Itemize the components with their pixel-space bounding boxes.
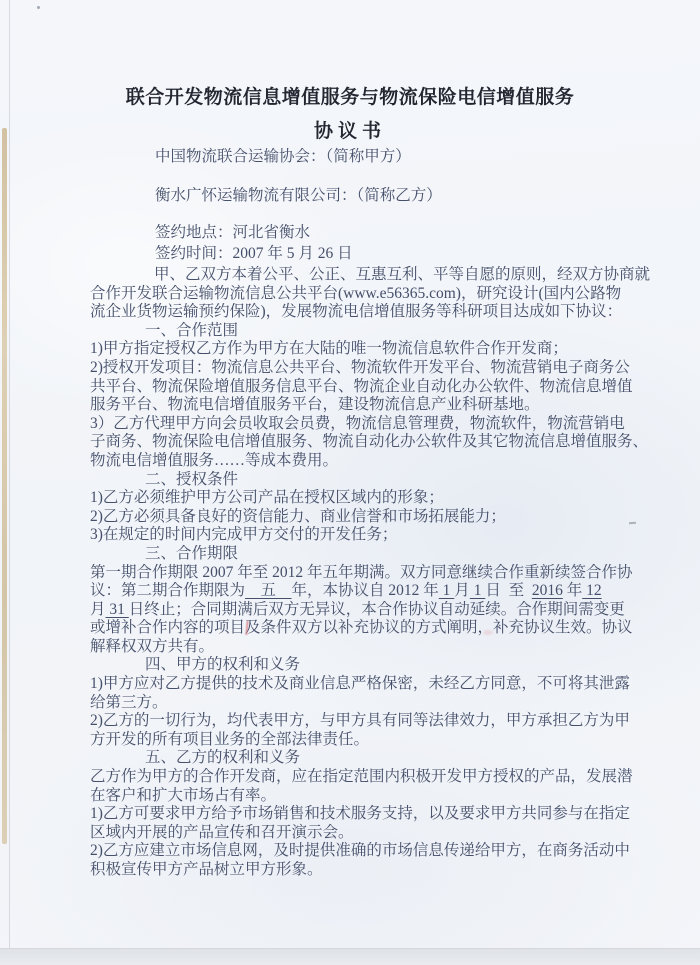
underlined-value: 1 <box>469 582 486 600</box>
line-text: 服务平台、物流电信增值服务平台，建设物流信息产业科研基地。 <box>90 396 540 414</box>
document-line <box>90 471 630 490</box>
line-text: 年，本协议自 2012 年 <box>291 582 439 600</box>
line-text: 在客户和扩大市场占有率。 <box>90 786 277 804</box>
line-text: 2)授权开发项目：物流信息公共平台、物流软件开发平台、物流营销电子商务公 <box>90 358 630 376</box>
line-text: 区域内开展的产品宣传和召开演示会。 <box>90 823 354 841</box>
line-text: 月 <box>454 582 470 600</box>
line-text: 乙方作为甲方的合作开发商，应在指定范围内积极开发甲方授权的产品，发展潜 <box>90 768 633 786</box>
party-a-line: 中国物流联合运输协会：（简称甲方） <box>155 148 411 165</box>
document-line <box>90 396 630 415</box>
line-text: 给第三方。 <box>90 693 168 711</box>
underlined-value: 31 <box>105 600 129 618</box>
document-line <box>90 787 630 806</box>
document-line <box>90 749 630 768</box>
document-line <box>90 712 630 731</box>
line-text: 一、合作范围 <box>145 321 239 339</box>
document-line <box>90 266 651 285</box>
document-line <box>90 489 630 508</box>
line-text: 五、乙方的权利和义务 <box>145 749 301 767</box>
document-title: 联合开发物流信息增值服务与物流保险电信增值服务 <box>125 87 575 108</box>
line-text: 1)乙方必须维护甲方公司产品在授权区域内的形象； <box>90 489 444 507</box>
document-line <box>90 582 630 601</box>
document-line <box>90 731 630 750</box>
document-line <box>90 656 630 675</box>
document-line <box>90 359 630 378</box>
line-text: 共平台、物流保险增值服务信息平台、物流企业自动化办公软件、物流信息增值 <box>90 377 633 395</box>
line-text: 甲、乙双方本着公平、公正、互惠互利、平等自愿的原则，经双方协商就 <box>154 266 651 283</box>
document-line <box>90 842 630 861</box>
party-b-line: 衡水广怀运输物流有限公司：（简称乙方） <box>155 187 442 204</box>
line-text: 三、合作期限 <box>145 544 239 562</box>
document-line <box>90 433 649 452</box>
signing-date-line: 签约时间：2007 年 5 月 26 日 <box>155 245 353 262</box>
document-line <box>90 508 630 527</box>
scan-bottom-edge <box>0 948 700 965</box>
document-line <box>90 377 633 397</box>
document-line <box>90 322 630 341</box>
line-text: 议：第二期合作期限为 <box>90 582 246 600</box>
underlined-value: 12 <box>582 582 602 600</box>
line-text: 积极宣传甲方产品树立甲方形象。 <box>90 861 323 878</box>
document-line <box>90 303 630 322</box>
line-text: 2)乙方的一切行为，均代表甲方，与甲方具有同等法律效力，甲方承担乙方为甲 <box>90 712 630 730</box>
document-line <box>90 805 630 824</box>
line-text: 年 <box>562 582 583 600</box>
line-text: 流企业货物运输预约保险)，发展物流电信增值服务等科研项目达成如下协议： <box>90 303 623 321</box>
paper-speck <box>629 522 636 524</box>
document-line <box>90 563 633 583</box>
document-line <box>90 601 630 620</box>
paper-speck <box>37 6 40 9</box>
line-text: 物流电信增值服务……等成本费用。 <box>90 451 339 469</box>
document-line <box>90 619 633 638</box>
line-text: 第一期合作期限 2007 年至 2012 年五年期满。双方同意继续合作重新续签合作协 <box>90 563 633 581</box>
document-line <box>90 768 633 787</box>
line-text: 3）乙方代理甲方向会员收取会员费，物流信息管理费，物流软件，物流营销电 <box>90 414 625 432</box>
line-text: 子商务、物流保险电信增值服务、物流自动化办公软件及其它物流信息增值服务、 <box>90 433 649 451</box>
line-text: 二、授权条件 <box>145 470 239 488</box>
line-text: 1)甲方指定授权乙方作为甲方在大陆的唯一物流信息软件合作开发商； <box>90 340 568 358</box>
document-line <box>90 638 630 657</box>
document-line <box>90 545 630 564</box>
line-text: 月 <box>90 600 106 618</box>
document-line <box>90 285 630 304</box>
line-text: 1)甲方应对乙方提供的技术及商业信息严格保密，未经乙方同意，不可将其泄露 <box>90 675 630 693</box>
document-line <box>90 526 630 545</box>
line-text: 四、甲方的权利和义务 <box>145 656 301 674</box>
document-line <box>90 824 630 843</box>
line-text: 2)乙方应建立市场信息网，及时提供准确的市场信息传递给甲方，在商务活动中 <box>90 842 630 860</box>
line-text: 1)乙方可要求甲方给予市场销售和技术服务支持，以及要求甲方共同参与在指定 <box>90 805 630 823</box>
scan-edge-artifact <box>2 128 7 844</box>
line-text: 解释权双方共有。 <box>90 637 215 655</box>
line-text: 日 至 <box>485 582 532 600</box>
line-text: 日终止；合同期满后双方无异议，本合作协议自动延续。合作期间需变更 <box>128 600 625 618</box>
line-text: 2)乙方必须具备良好的资信能力、商业信誉和市场拓展能力； <box>90 507 506 525</box>
document-line <box>90 452 630 471</box>
signing-place-line: 签约地点：河北省衡水 <box>155 224 311 241</box>
document-line <box>90 861 630 880</box>
document-line <box>90 694 630 713</box>
line-text: 方开发的所有项目业务的全部法律责任。 <box>90 730 370 748</box>
document-body <box>90 266 651 880</box>
line-text: 3)在规定的时间内完成甲方交付的开发任务； <box>90 526 398 544</box>
underlined-value: 五 <box>245 582 292 600</box>
underlined-value: 2016 <box>531 582 563 600</box>
document-line <box>90 675 630 694</box>
line-text: 或增补合作内容的项目及条件双方以补充协议的方式阐明，补充协议生效。协议 <box>90 619 633 637</box>
document-line <box>90 340 630 359</box>
underlined-value: 1 <box>438 582 455 600</box>
document-subtitle: 协议书 <box>313 121 386 142</box>
line-text: 合作开发联合运输物流信息公共平台(www.e56365.com)，研究设计(国内公路物 <box>90 284 622 302</box>
document-line <box>90 415 630 434</box>
